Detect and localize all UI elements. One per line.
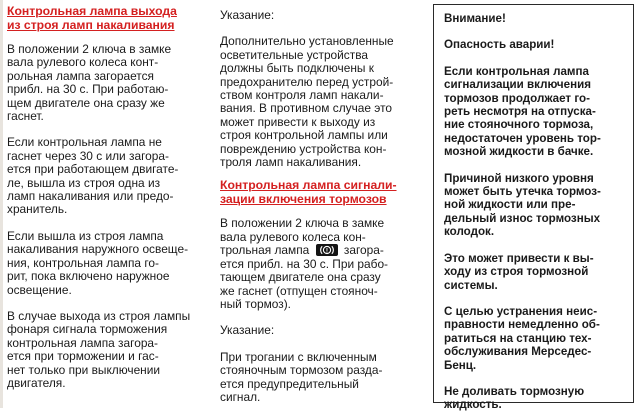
text-line: гаснет через 30 с или загора- — [7, 148, 169, 163]
warning-paragraph — [444, 38, 626, 51]
warning-paragraph — [444, 65, 626, 159]
note-text — [220, 35, 418, 169]
text-line: ный тормоз). — [220, 296, 291, 311]
text-line: В случае выхода из строя лампы — [7, 308, 191, 323]
svg-text:!: ! — [325, 247, 328, 255]
text-fragment: трольная лампа — [220, 243, 310, 258]
heading-bulb-failure — [7, 5, 203, 32]
text-line: вала рулевого колеса кон- — [220, 229, 366, 244]
text-line: ходу из строя тормозной — [444, 265, 589, 279]
text-line: При трогании с включенным — [220, 349, 377, 364]
text-line: ется при работающем двигате- — [7, 162, 179, 177]
text-line: рольная лампа загорается — [7, 68, 154, 83]
paragraph — [7, 310, 203, 390]
text-line: Если контрольная лампа не — [7, 135, 162, 150]
text-line: тормозов продолжает го- — [444, 91, 590, 105]
text-line: хранитель. — [7, 202, 68, 217]
text-line: рит, пока включено наружное — [7, 269, 170, 284]
text-line: Если вышла из строя лампа — [7, 228, 164, 243]
text-line: контрольная лампа загора- — [7, 335, 159, 350]
text-line: Дополнительно установленные — [220, 34, 394, 49]
text-line: Это может привести к вы- — [444, 251, 594, 265]
text-line: тающем двигателе она сразу — [220, 270, 381, 285]
column-middle — [220, 9, 418, 404]
text-line: Если контрольная лампа — [444, 64, 589, 78]
paragraph — [7, 43, 203, 123]
text-line: освещение. — [7, 282, 72, 297]
text-line: строя контрольной лампы или — [220, 128, 388, 143]
paragraph — [7, 230, 203, 297]
text-line: щем двигателе она сразу же — [7, 95, 165, 110]
text-line: гаснет. — [7, 109, 44, 124]
text-line: Бенц. — [444, 358, 477, 372]
text-line: недостаточен уровень тор- — [444, 131, 601, 145]
text-line: может привести к выходу из — [220, 114, 376, 129]
text-line: ется прибл. на 30 с. При рабо- — [220, 256, 389, 271]
warning-box — [433, 4, 634, 412]
text-line: предохранителю перед устрой- — [220, 74, 394, 89]
warning-paragraph — [444, 172, 626, 239]
brake-warning-icon — [316, 244, 338, 256]
text-line: прибл. на 30 с. При работаю- — [7, 82, 169, 97]
text-line: троля ламп накаливания. — [220, 155, 362, 170]
text-line: ной жидкости или пре- — [444, 198, 576, 212]
warning-paragraph — [444, 305, 626, 372]
column-left — [7, 5, 203, 390]
text-line: осветительные устройства — [220, 47, 368, 62]
text-line: дельный износ тормозных — [444, 211, 601, 225]
note-label: Указание: — [220, 323, 275, 338]
paragraph — [220, 217, 418, 311]
text-line: В положении 2 ключа в замке — [7, 42, 172, 56]
text-line: накаливания наружного освеще- — [7, 242, 189, 257]
text-line: сигнализации включения — [444, 78, 591, 92]
text-line: же гаснет (отпущен стояноч- — [220, 283, 378, 298]
heading-line: Контрольная лампа выхода — [7, 4, 177, 18]
paragraph — [7, 136, 203, 216]
text-line: ламп накаливания или предо- — [7, 189, 174, 204]
text-line: ством контроля ламп накали- — [220, 88, 384, 103]
text-line: вала рулевого колеса конт- — [7, 55, 159, 70]
note-text — [220, 351, 418, 405]
text-line: должны быть подключены к — [220, 61, 374, 76]
warning-title: Внимание! — [444, 12, 506, 25]
heading-brake-warning — [220, 179, 418, 206]
text-line: двигателя. — [7, 375, 66, 390]
text-line: ется при торможении и гас- — [7, 349, 159, 364]
text-line: может быть утечка тормоз- — [444, 185, 601, 199]
text-line: ется предупредительный — [220, 376, 359, 391]
text-line: мозной жидкости в бачке. — [444, 145, 594, 159]
text-line: фонаря сигнала торможения — [7, 322, 168, 337]
text-line: Опасность аварии! — [444, 38, 555, 52]
text-line: ние стояночного тормоза, — [444, 118, 594, 132]
text-line: С целью устранения неис- — [444, 304, 598, 318]
text-line: нет только при выключении — [7, 362, 161, 377]
text-fragment: загора- — [343, 243, 384, 258]
text-line: В положении 2 ключа в замке — [220, 216, 385, 231]
page-edge — [0, 0, 3, 408]
text-line: сигнал. — [220, 389, 261, 404]
heading-line: из строя ламп накаливания — [7, 17, 175, 32]
text-line: повреждению устройства кон- — [220, 141, 387, 156]
text-line: ле, вышла из строя одна из — [7, 175, 161, 190]
text-line: жидкость. — [444, 398, 502, 412]
warning-paragraph — [444, 252, 626, 292]
text-line: реть несмотря на отпуска- — [444, 105, 596, 119]
text-line: ния, контрольная лампа го- — [7, 255, 159, 270]
heading-line: зации включения тормозов — [220, 191, 387, 206]
text-line: ратиться на станцию тех- — [444, 331, 592, 345]
text-line: Не доливать тормозную — [444, 384, 585, 398]
note-label: Указание: — [220, 8, 275, 22]
text-line: колодок. — [444, 225, 495, 239]
text-line: правности немедленно об- — [444, 318, 600, 332]
text-line: системы. — [444, 278, 498, 292]
text-line: обслуживания Мерседес- — [444, 345, 592, 359]
text-line: стояночным тормозом разда- — [220, 363, 383, 378]
text-line: вания. В противном случае это — [220, 101, 393, 116]
text-line: Причиной низкого уровня — [444, 171, 594, 185]
heading-line: Контрольная лампа сигнали- — [220, 178, 397, 193]
text-line — [220, 244, 418, 257]
